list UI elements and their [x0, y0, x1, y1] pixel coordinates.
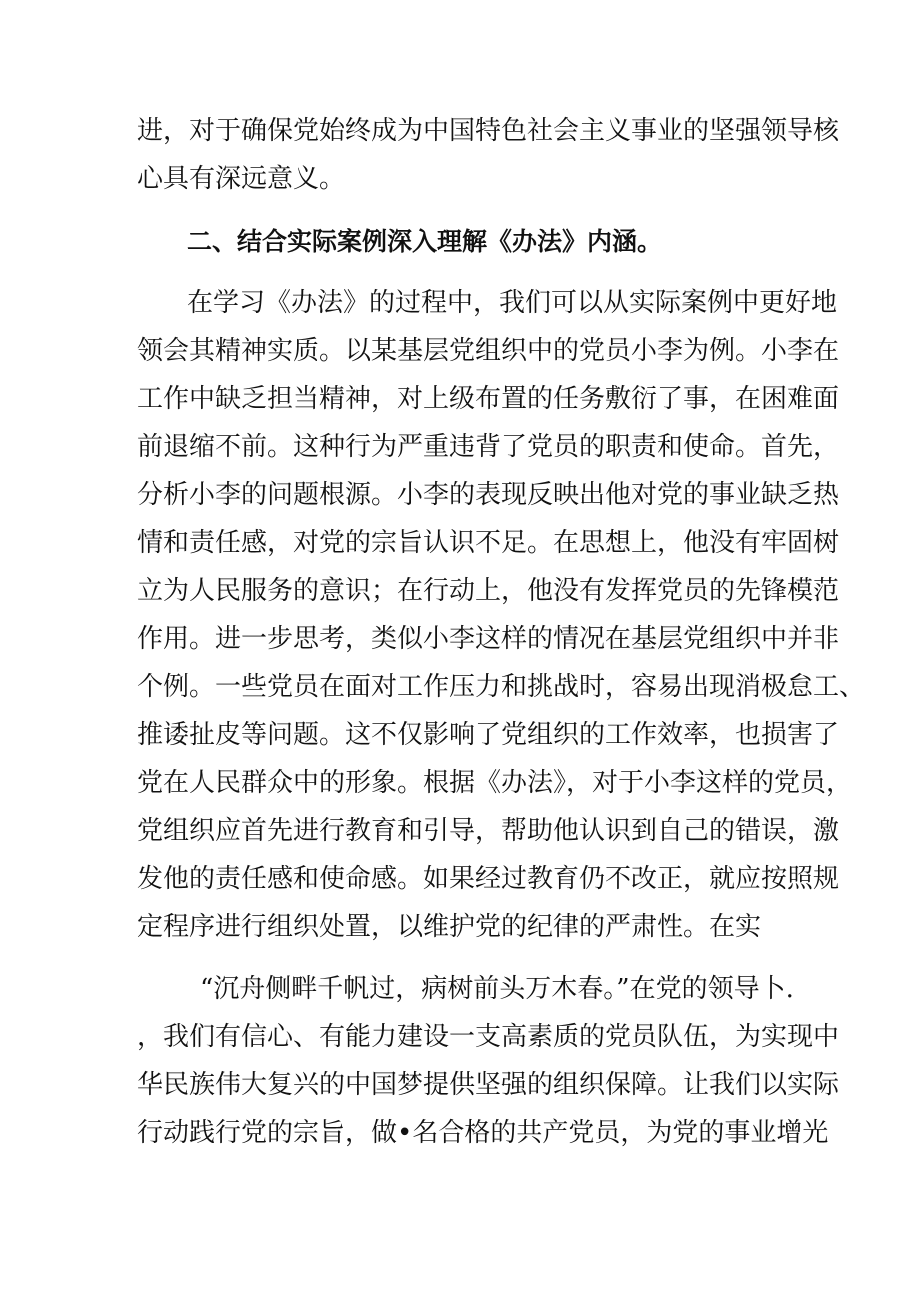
paragraph-line: 定程序进行组织处置，以维护党的纪律的严肃性。在实: [137, 912, 762, 942]
paragraph-line: 情和责任感，对党的宗旨认识不足。在思想上，他没有牢固树: [137, 528, 840, 558]
paragraph-line: 发他的责任感和使命感。如果经过教育仍不改正，就应按照规: [137, 864, 840, 894]
paragraph-line: 行动践行党的宗旨，做•名合格的共产党员，为党的事业增光: [137, 1118, 829, 1148]
paragraph-line: 心具有深远意义。: [137, 164, 346, 194]
paragraph-line: 前退缩不前。这种行为严重违背了党员的职责和使命。首先，: [137, 432, 840, 462]
paragraph-line: ，我们有信心、有能力建设一支高素质的党员队伍，为实现中: [137, 1022, 840, 1052]
paragraph-line: 党组织应首先进行教育和引导，帮助他认识到自己的错误，激: [137, 816, 840, 846]
paragraph-line: 党在人民群众中的形象。根据《办法》，对于小李这样的党员，: [137, 768, 853, 798]
paragraph-line: 工作中缺乏担当精神，对上级布置的任务敷衍了事，在困难面: [137, 384, 840, 414]
paragraph-line: 个例。一些党员在面对工作压力和挑战时，容易出现消极怠工、: [137, 672, 866, 702]
paragraph-line: 进，对于确保党始终成为中国特色社会主义事业的坚强领导核: [137, 116, 840, 146]
paragraph-line: 华民族伟大复兴的中国梦提供坚强的组织保障。让我们以实际: [137, 1070, 840, 1100]
paragraph-line: 立为人民服务的意识；在行动上，他没有发挥党员的先锋模范: [137, 576, 840, 606]
paragraph-line: 分析小李的问题根源。小李的表现反映出他对党的事业缺乏热: [137, 480, 840, 510]
paragraph-line: 在学习《办法》的过程中，我们可以从实际案例中更好地: [187, 288, 838, 318]
paragraph-line: 推诿扯皮等问题。这不仅影响了党组织的工作效率，也损害了: [137, 720, 840, 750]
paragraph-line: 作用。进一步思考，类似小李这样的情况在基层党组织中并非: [137, 624, 840, 654]
paragraph-line: 领会其精神实质。以某基层党组织中的党员小李为例。小李在: [137, 336, 840, 366]
section-heading: 二、结合实际案例深入理解《办法》内涵。: [187, 227, 663, 256]
paragraph-line: “沉舟侧畔千帆过，病树前头万木春。”在党的领导卜.: [200, 974, 794, 1004]
